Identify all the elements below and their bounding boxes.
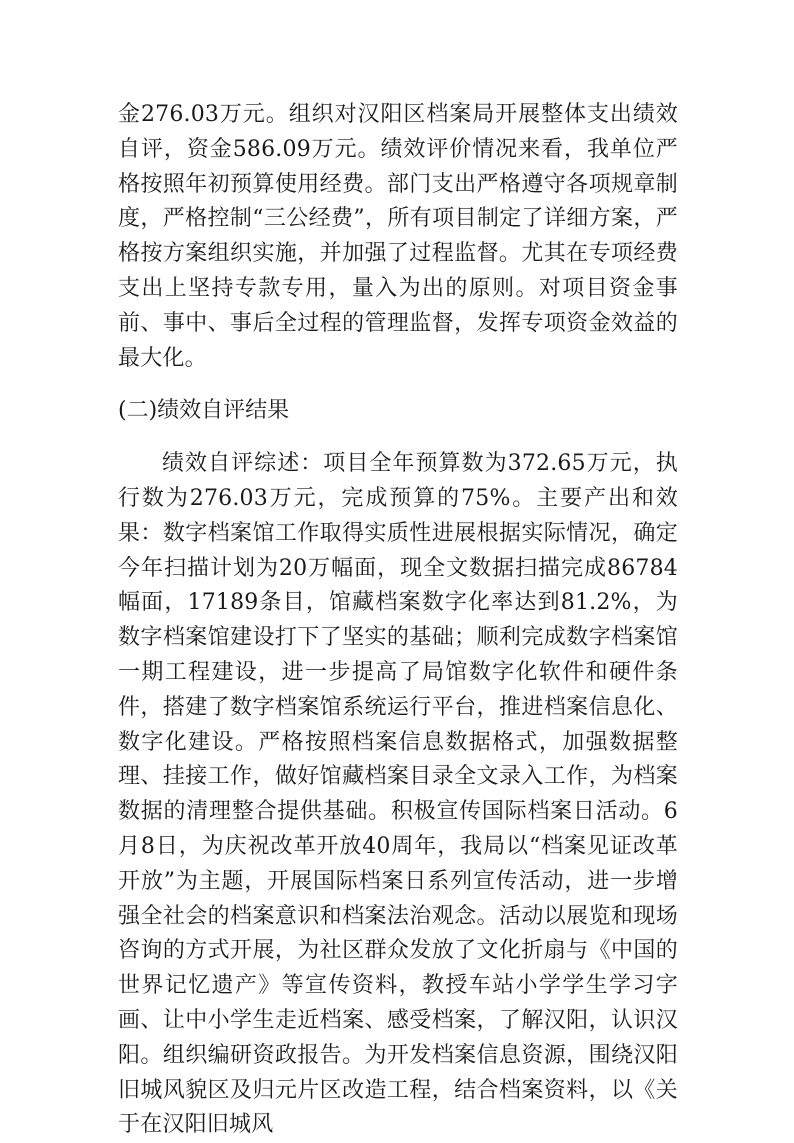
- section-heading-self-evaluation-results: (二)绩效自评结果: [118, 398, 290, 424]
- document-body: [118, 98, 678, 1143]
- paragraph-self-evaluation-summary: 绩效自评综述：项目全年预算数为372.65万元，执行数为276.03万元，完成预算的75%。主要产出和效果：数字档案馆工作取得实质性进展根据实际情况，确定今年扫描计划为20万幅面，现全文数据扫描完成86784幅面，17189条目，馆藏档案数字化率达到81.2%，为数字档案馆建设打下了坚实的基础；顺利完成数字档案馆一期工程建设，进一步提高了局馆数字化软件和硬件条件，搭建了数字档案馆系统运行平台，推进档案信息化、数字化建设。严格按照档案信息数据格式，加强数据整理、挂接工作，做好馆藏档案目录全文录入工作，为档案数据的清理整合提供基础。积极宣传国际档案日活动。6月8日，为庆祝改革开放40周年，我局以“档案见证改革开放”为主题，开展国际档案日系列宣传活动，进一步增强全社会的档案意识和档案法治观念。活动以展览和现场咨询的方式开展，为社区群众发放了文化折扇与《中国的世界记忆遗产》等宣传资料，教授车站小学学生学习字画、让中小学生走近档案、感受档案，了解汉阳，认识汉阳。组织编研资政报告。为开发档案信息资源，围绕汉阳旧城风貌区及归元片区改造工程，结合档案资料，以《关于在汉阳旧城风: [118, 451, 678, 1138]
- paragraph-budget-execution: 金276.03万元。组织对汉阳区档案局开展整体支出绩效自评，资金586.09万元。绩效评价情况来看，我单位严格按照年初预算使用经费。部门支出严格遵守各项规章制度，严格控制“三公经费”，所有项目制定了详细方案，严格按方案组织实施，并加强了过程监督。尤其在专项经费支出上坚持专款专用，量入为出的原则。对项目资金事前、事中、事后全过程的管理监督，发挥专项资金效益的最大化。: [118, 102, 678, 371]
